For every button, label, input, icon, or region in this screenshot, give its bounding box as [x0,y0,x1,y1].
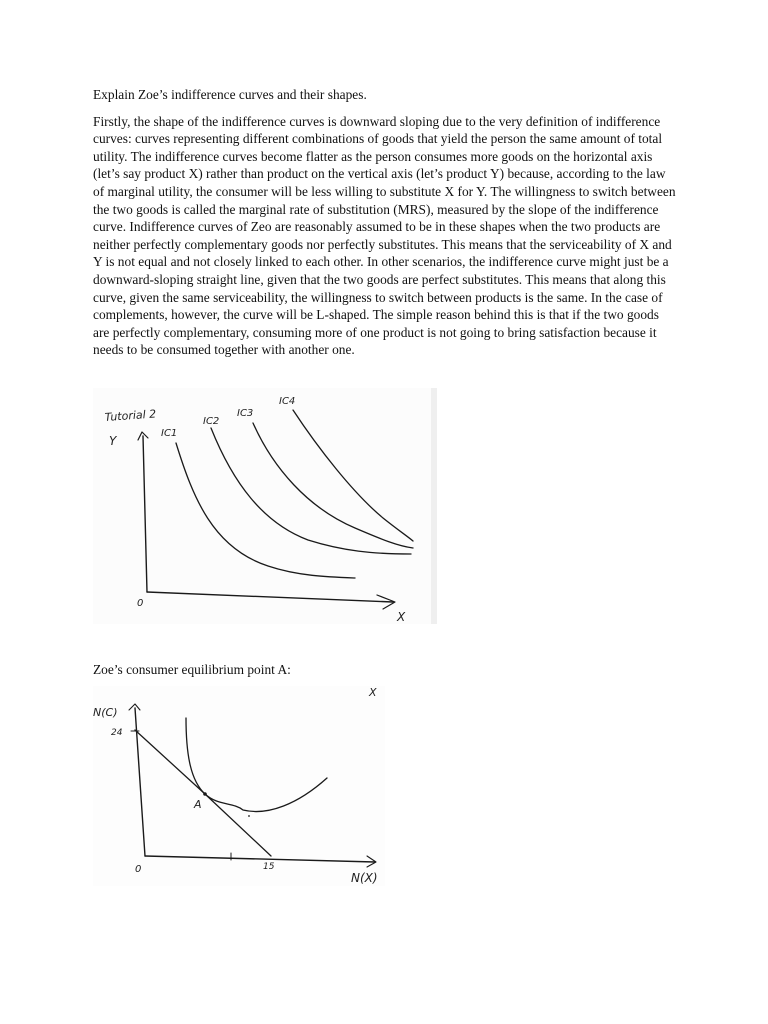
origin-label: 0 [137,598,144,609]
curve-label-ic3: IC3 [237,408,254,419]
y-intercept-label: 24 [111,728,123,738]
equilibrium-caption: Zoe’s consumer equilibrium point A: [93,662,291,677]
origin-label: 0 [135,864,142,875]
x-intercept-label: 15 [263,862,275,872]
indifference-curves-sketch [93,388,437,624]
answer-paragraph: Firstly, the shape of the indifference curves is downward sloping due to the very definition of indifference curves: curves representing different combinations of goods that yield the person the same amount of total utility. The indifference curves become flatter as the person consumes more goods on the horizontal axis (let’s say product X) rather than product on the vertical axis (let’s product Y) because, according to the law of marginal utility, the consumer will be less willing to substitute X for Y. The willingness to switch between the two goods is called the marginal rate of substitution (MRS), measured by the slope of the indifference curve. Indifference curves of Zeo are reasonably assumed to be in these shapes when the two products are neither perfectly complementary goods nor perfectly substitutes. This means that the serviceability of X and Y is not equal and not closely linked to each other. In other scenarios, the indifference curve might just be a downward-sloping straight line, given that the two goods are perfect substitutes. This means that along this curve, given the same serviceability, the willingness to switch between products is the same. In the case of complements, however, the curve will be L-shaped. The simple reason behind this is that if the two goods are perfectly complementary, consuming more of one product is not going to bring satisfaction because it needs to be consumed together with another one. [93,113,676,358]
x-axis-var-label: X [397,610,406,624]
curve-label-ic2: IC2 [203,416,220,427]
indifference-curves-svg [93,388,431,624]
x-axis-label: N(X) [351,871,378,885]
indifference-curve-4 [293,410,413,541]
y-axis-var-label: Y [109,434,117,448]
equilibrium-sketch [93,686,385,886]
indifference-curve-3 [253,423,413,548]
y-axis [143,436,147,592]
point-a-label: A [194,798,202,811]
curve-label-ic4: IC4 [279,396,296,407]
y-axis-label: N(C) [93,706,118,719]
equilibrium-point [203,792,207,796]
stray-mark [248,815,250,817]
sketch-title: Tutorial 2 [104,407,157,424]
document-body [93,86,678,359]
equilibrium-svg [93,686,385,886]
indifference-curve-1 [176,443,355,578]
budget-line [135,730,271,856]
corner-var-label: X [369,686,377,699]
x-axis [145,856,375,862]
curve-label-ic1: IC1 [161,428,178,439]
indifference-curve-2 [211,428,411,554]
y-axis [135,708,145,856]
x-axis [147,592,393,602]
indifference-curve [186,718,327,812]
question-heading: Explain Zoe’s indifference curves and their shapes. [93,87,367,102]
